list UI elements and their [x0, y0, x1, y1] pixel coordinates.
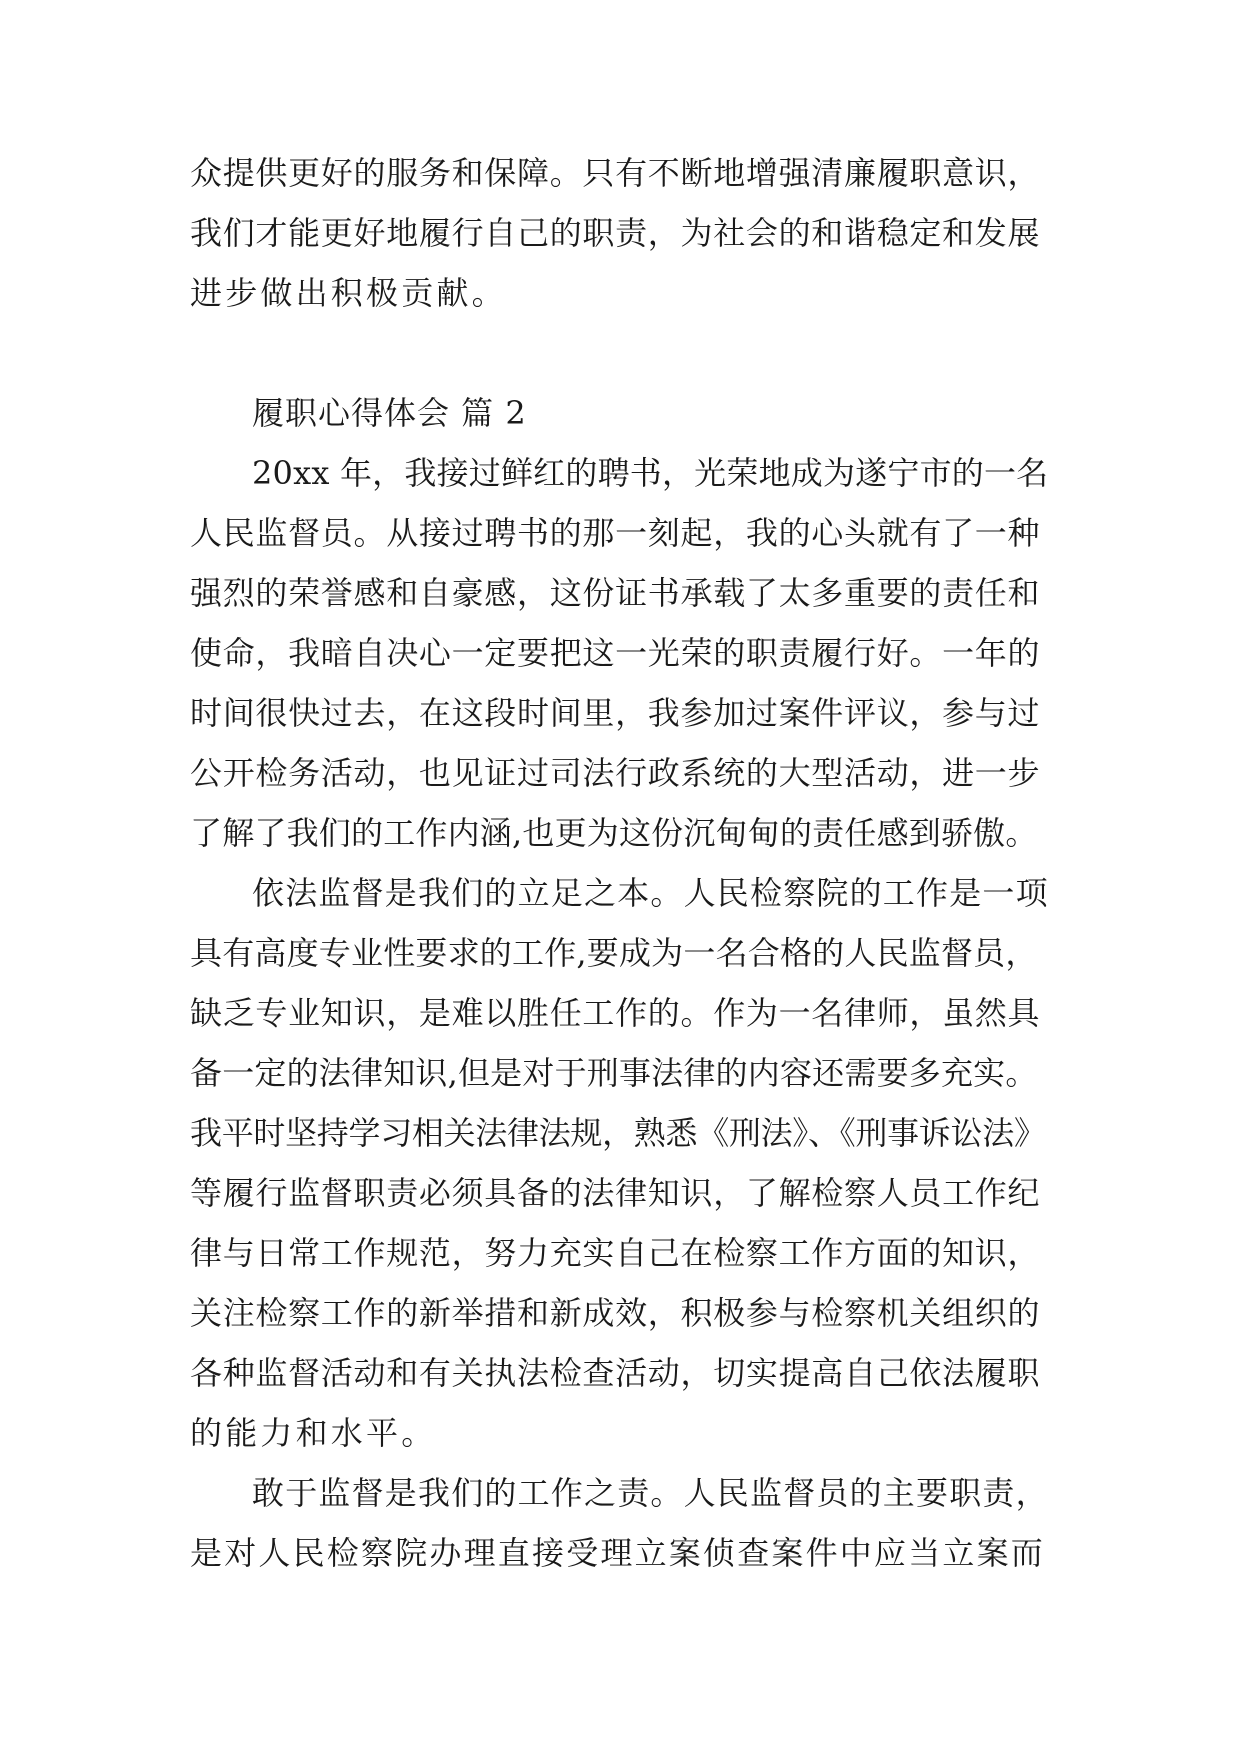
- paragraph-line: 缺乏专业知识，是难以胜任工作的。作为一名律师，虽然具: [190, 994, 1041, 1032]
- paragraph-line: 使命，我暗自决心一定要把这一光荣的职责履行好。一年的: [190, 634, 1041, 672]
- paragraph-line: 了解了我们的工作内涵,也更为这份沉甸甸的责任感到骄傲。: [190, 814, 1038, 852]
- paragraph-line: 20xx 年，我接过鲜红的聘书，光荣地成为遂宁市的一名: [252, 454, 1049, 492]
- paragraph-line: 众提供更好的服务和保障。只有不断地增强清廉履职意识，: [190, 154, 1041, 192]
- paragraph-line: 公开检务活动，也见证过司法行政系统的大型活动，进一步: [190, 754, 1041, 792]
- paragraph-line: 关注检察工作的新举措和新成效，积极参与检察机关组织的: [190, 1294, 1041, 1332]
- paragraph-line: 人民监督员。从接过聘书的那一刻起，我的心头就有了一种: [190, 514, 1041, 552]
- paragraph-line: 进步做出积极贡献。: [190, 274, 507, 312]
- paragraph-line: 的能力和水平。: [190, 1414, 437, 1452]
- paragraph-line: 律与日常工作规范，努力充实自己在检察工作方面的知识，: [190, 1234, 1041, 1272]
- paragraph-line: 等履行监督职责必须具备的法律知识，了解检察人员工作纪: [190, 1174, 1041, 1212]
- paragraph-line: 强烈的荣誉感和自豪感，这份证书承载了太多重要的责任和: [190, 574, 1041, 612]
- paragraph-line: 我们才能更好地履行自己的职责，为社会的和谐稳定和发展: [190, 214, 1041, 252]
- paragraph-line: 具有高度专业性要求的工作,要成为一名合格的人民监督员，: [190, 934, 1038, 972]
- section-heading: 履职心得体会 篇 2: [252, 394, 527, 432]
- paragraph-line: 时间很快过去，在这段时间里，我参加过案件评议，参与过: [190, 694, 1041, 732]
- paragraph-line: 各种监督活动和有关执法检查活动，切实提高自己依法履职: [190, 1354, 1041, 1392]
- paragraph-line: 是对人民检察院办理直接受理立案侦查案件中应当立案而: [190, 1534, 1046, 1572]
- paragraph-line: 依法监督是我们的立足之本。人民检察院的工作是一项: [252, 874, 1049, 912]
- paragraph-line: 敢于监督是我们的工作之责。人民监督员的主要职责，: [252, 1474, 1049, 1512]
- paragraph-line: 我平时坚持学习相关法律法规，熟悉《刑法》、《刑事诉讼法》: [190, 1114, 1046, 1152]
- paragraph-line: 备一定的法律知识,但是对于刑事法律的内容还需要多充实。: [190, 1054, 1038, 1092]
